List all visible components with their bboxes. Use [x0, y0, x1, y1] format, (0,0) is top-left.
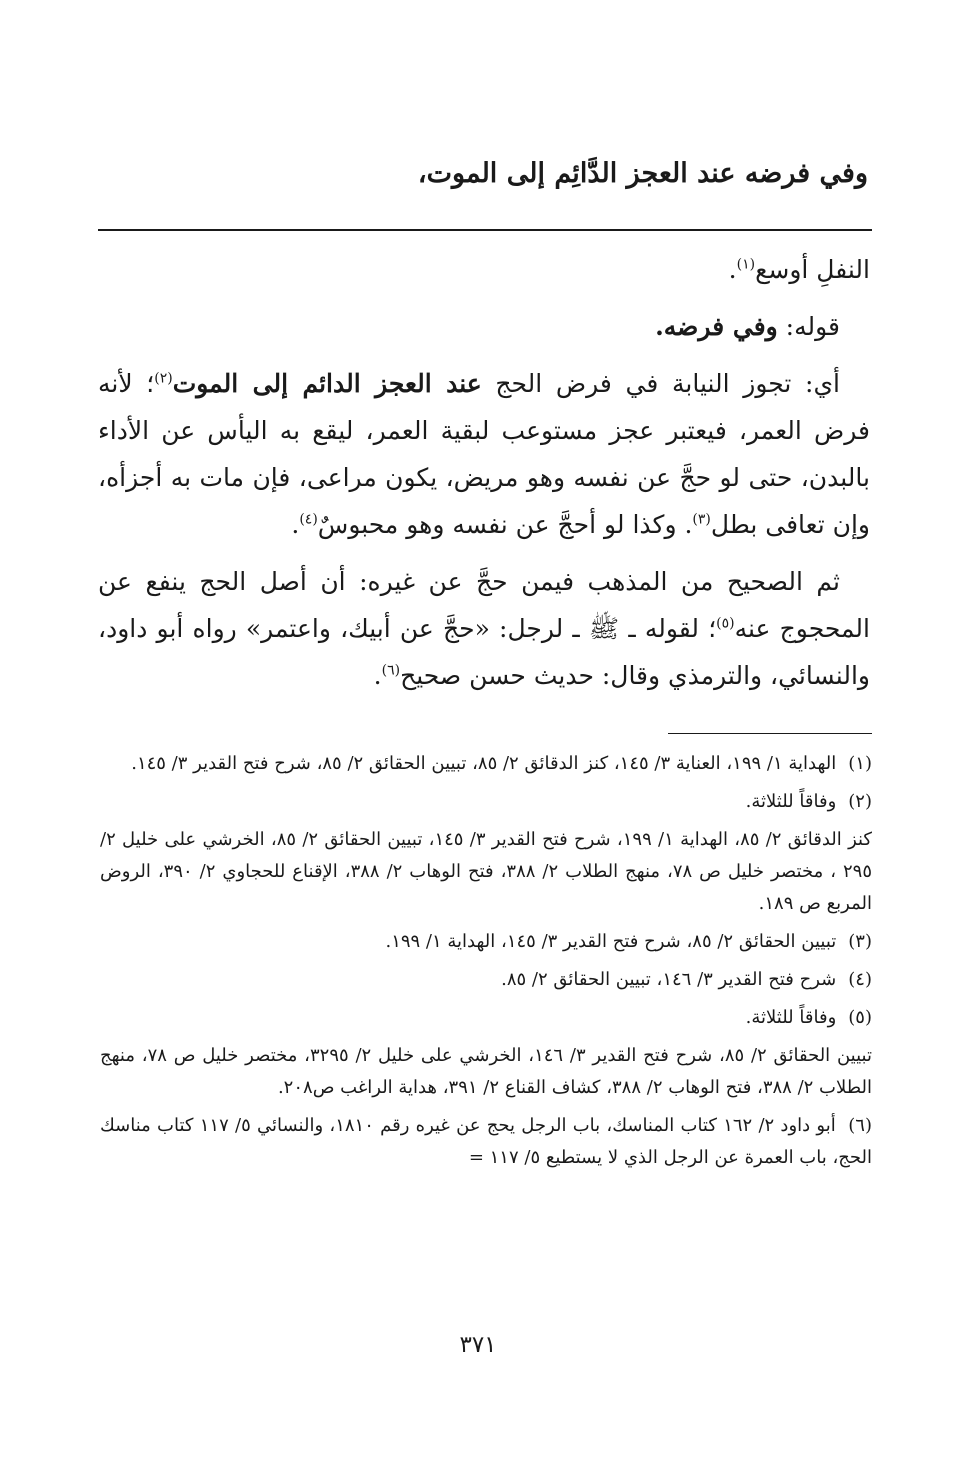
footnote-text: أبو داود ٢/ ١٦٢ كتاب المناسك، باب الرجل يحج عن غيره رقم ١٨١٠، والنسائي ٥/ ١١٧ كتاب مناسك الحج، باب العمرة عن الرجل الذي لا يستطيع ٥/ ١١٧ = — [100, 1115, 872, 1168]
footnote-text: تبيين الحقائق ٢/ ٨٥، شرح فتح القدير ٣/ ١٤٥، الهداية ١/ ١٩٩. — [385, 931, 837, 952]
footnote-text: شرح فتح القدير ٣/ ١٤٦، تبيين الحقائق ٢/ ٨٥. — [501, 969, 837, 990]
p2-bold: وفي فرضه. — [655, 312, 778, 341]
p4-text-a: ثم الصحيح من المذهب فيمن حجَّ عن غيره: أن أصل الحج ينفع عن المحجوج عنه — [98, 567, 870, 643]
footnote-5-continued — [100, 1040, 872, 1104]
footnote-ref-5[interactable]: (٥) — [716, 615, 735, 632]
p3-text-c: . وكذا لو أحجَّ عن نفسه وهو محبوسٌ — [317, 510, 693, 539]
p2-prefix: قوله: — [777, 312, 840, 341]
footnote-4 — [100, 964, 872, 996]
paragraph-4 — [98, 558, 870, 699]
footnote-text: وفاقاً للثلاثة. — [745, 791, 837, 812]
main-text — [98, 246, 870, 699]
p3-text-b: ؛ لأنه فرض العمر، فيعتبر عجز مستوعب لبقية العمر، ليقع به اليأس عن الأداء بالبدن، حتى لو حجَّ عن نفسه وهو مريض، يكون مراعى، فإن مات به أجزأه، وإن تعافى بطل — [98, 369, 870, 539]
paragraph-1 — [98, 246, 870, 293]
header-divider — [98, 229, 872, 231]
footnote-2-continued — [100, 824, 872, 920]
footnote-ref-3[interactable]: (٣) — [692, 511, 711, 528]
footnote-number: (٥) — [848, 1007, 872, 1028]
p3-end: . — [291, 510, 300, 539]
footnote-text: وفاقاً للثلاثة. — [745, 1007, 837, 1028]
footnote-1 — [100, 748, 872, 780]
footnote-3 — [100, 926, 872, 958]
footnote-5 — [100, 1002, 872, 1034]
footnote-number: (٤) — [848, 969, 872, 990]
p3-text-a: أي: تجوز النيابة في فرض الحج — [481, 369, 840, 398]
footnote-number: (٦) — [848, 1115, 872, 1136]
footnotes — [100, 748, 872, 1180]
page-number: ٣٧١ — [459, 1332, 497, 1358]
p1-end: . — [728, 255, 737, 284]
footnote-6 — [100, 1110, 872, 1174]
footnote-ref-4[interactable]: (٤) — [299, 511, 318, 528]
p1-text: النفلِ أوسع — [755, 255, 870, 284]
footnote-divider — [668, 733, 872, 734]
footnote-text: تبيين الحقائق ٢/ ٨٥، شرح فتح القدير ٣/ ١٤٦، الخرشي على خليل ٢/ ٣٢٩٥، مختصر خليل ص ٧٨، منهج الطلاب ٢/ ٣٨٨، فتح الوهاب ٢/ ٣٨٨، كشاف القناع ٢/ ٣٩١، هداية الراغب ص٢٠٨. — [100, 1045, 872, 1098]
paragraph-3 — [98, 360, 870, 548]
footnote-text: الهداية ١/ ١٩٩، العناية ٣/ ١٤٥، كنز الدقائق ٢/ ٨٥، تبيين الحقائق ٢/ ٨٥، شرح فتح القدير ٣/ ١٤٥. — [131, 753, 837, 774]
footnote-2 — [100, 786, 872, 818]
footnote-text: كنز الدقائق ٢/ ٨٥، الهداية ١/ ١٩٩، شرح فتح القدير ٣/ ١٤٥، تبيين الحقائق ٢/ ٨٥، الخرشي على خليل ٢/ ٢٩٥ ، مختصر خليل ص ٧٨، منهج الطلاب ٢/ ٣٨٨، فتح الوهاب ٢/ ٣٨٨، الإقناع للحجاوي ٢/ ٣٩٠، الروض المربع ص ١٨٩. — [100, 829, 873, 914]
footnote-number: (٢) — [848, 791, 872, 812]
p4-text-b: ؛ لقوله ـ ﷺ ـ لرجل: «حجَّ عن أبيك، واعتمر» رواه أبو داود، والنسائي، والترمذي وقال: حديث حسن صحيح — [98, 614, 870, 690]
footnote-ref-6[interactable]: (٦) — [381, 662, 401, 679]
running-header-title: وفي فرضه عند العجز الدَّائِم إلى الموت، — [417, 158, 868, 189]
p3-bold: عند العجز الدائم إلى الموت — [172, 369, 482, 398]
footnote-ref-1[interactable]: (١) — [736, 256, 756, 273]
footnote-number: (٣) — [848, 931, 872, 952]
footnote-ref-2[interactable]: (٢) — [154, 370, 173, 387]
footnote-number: (١) — [848, 753, 872, 774]
p4-end: . — [373, 661, 382, 690]
paragraph-2 — [98, 303, 870, 350]
